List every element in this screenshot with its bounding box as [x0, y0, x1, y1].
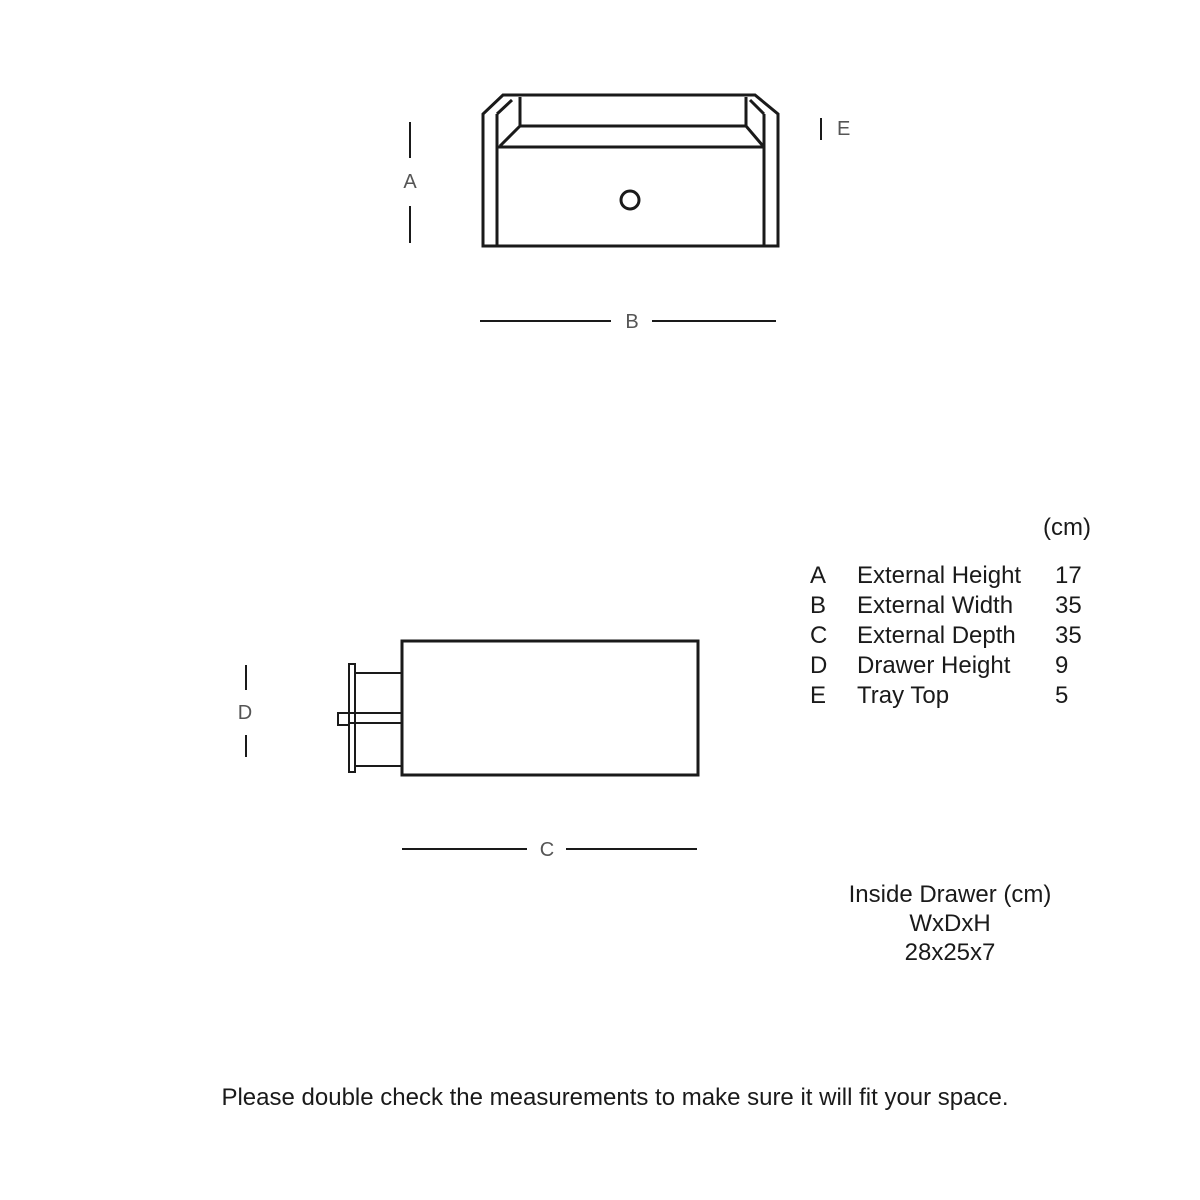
spec-value: 35 [1055, 622, 1082, 649]
spec-value: 9 [1055, 652, 1069, 679]
dim-label-d: D [237, 702, 253, 724]
side-view [338, 641, 698, 775]
spec-table [810, 561, 1095, 711]
front-outline [483, 95, 778, 246]
dim-label-b: B [625, 311, 639, 333]
spec-row [810, 561, 1095, 591]
spec-key: E [810, 682, 827, 709]
spec-row [810, 651, 1095, 681]
spec-name: External Height [857, 562, 1022, 589]
spec-value: 5 [1055, 682, 1069, 709]
dim-label-e: E [837, 118, 851, 140]
front-view [483, 95, 778, 246]
inside-drawer-format: WxDxH [909, 910, 991, 937]
spec-key: C [810, 622, 828, 649]
inside-drawer-size: 28x25x7 [904, 939, 996, 966]
dim-label-c: C [539, 839, 555, 861]
spec-key: A [810, 562, 827, 589]
spec-row [810, 621, 1095, 651]
side-knob [338, 713, 349, 725]
dimension-lines [246, 118, 821, 849]
inside-drawer-title: Inside Drawer (cm) [848, 881, 1052, 908]
spec-name: Tray Top [857, 682, 950, 709]
spec-row [810, 681, 1095, 711]
spec-value: 35 [1055, 592, 1082, 619]
spec-key: D [810, 652, 828, 679]
side-body [402, 641, 698, 775]
spec-name: External Depth [857, 622, 1016, 649]
spec-key: B [810, 592, 827, 619]
spec-unit-label: (cm) [1043, 514, 1091, 541]
spec-row [810, 591, 1095, 621]
spec-value: 17 [1055, 562, 1082, 589]
spec-name: External Width [857, 592, 1014, 619]
footer-note: Please double check the measurements to make sure it will fit your space. [221, 1084, 1009, 1111]
spec-name: Drawer Height [857, 652, 1011, 679]
inside-drawer-block [820, 880, 1080, 967]
dim-label-a: A [403, 171, 417, 193]
drawer-knob [621, 191, 639, 209]
